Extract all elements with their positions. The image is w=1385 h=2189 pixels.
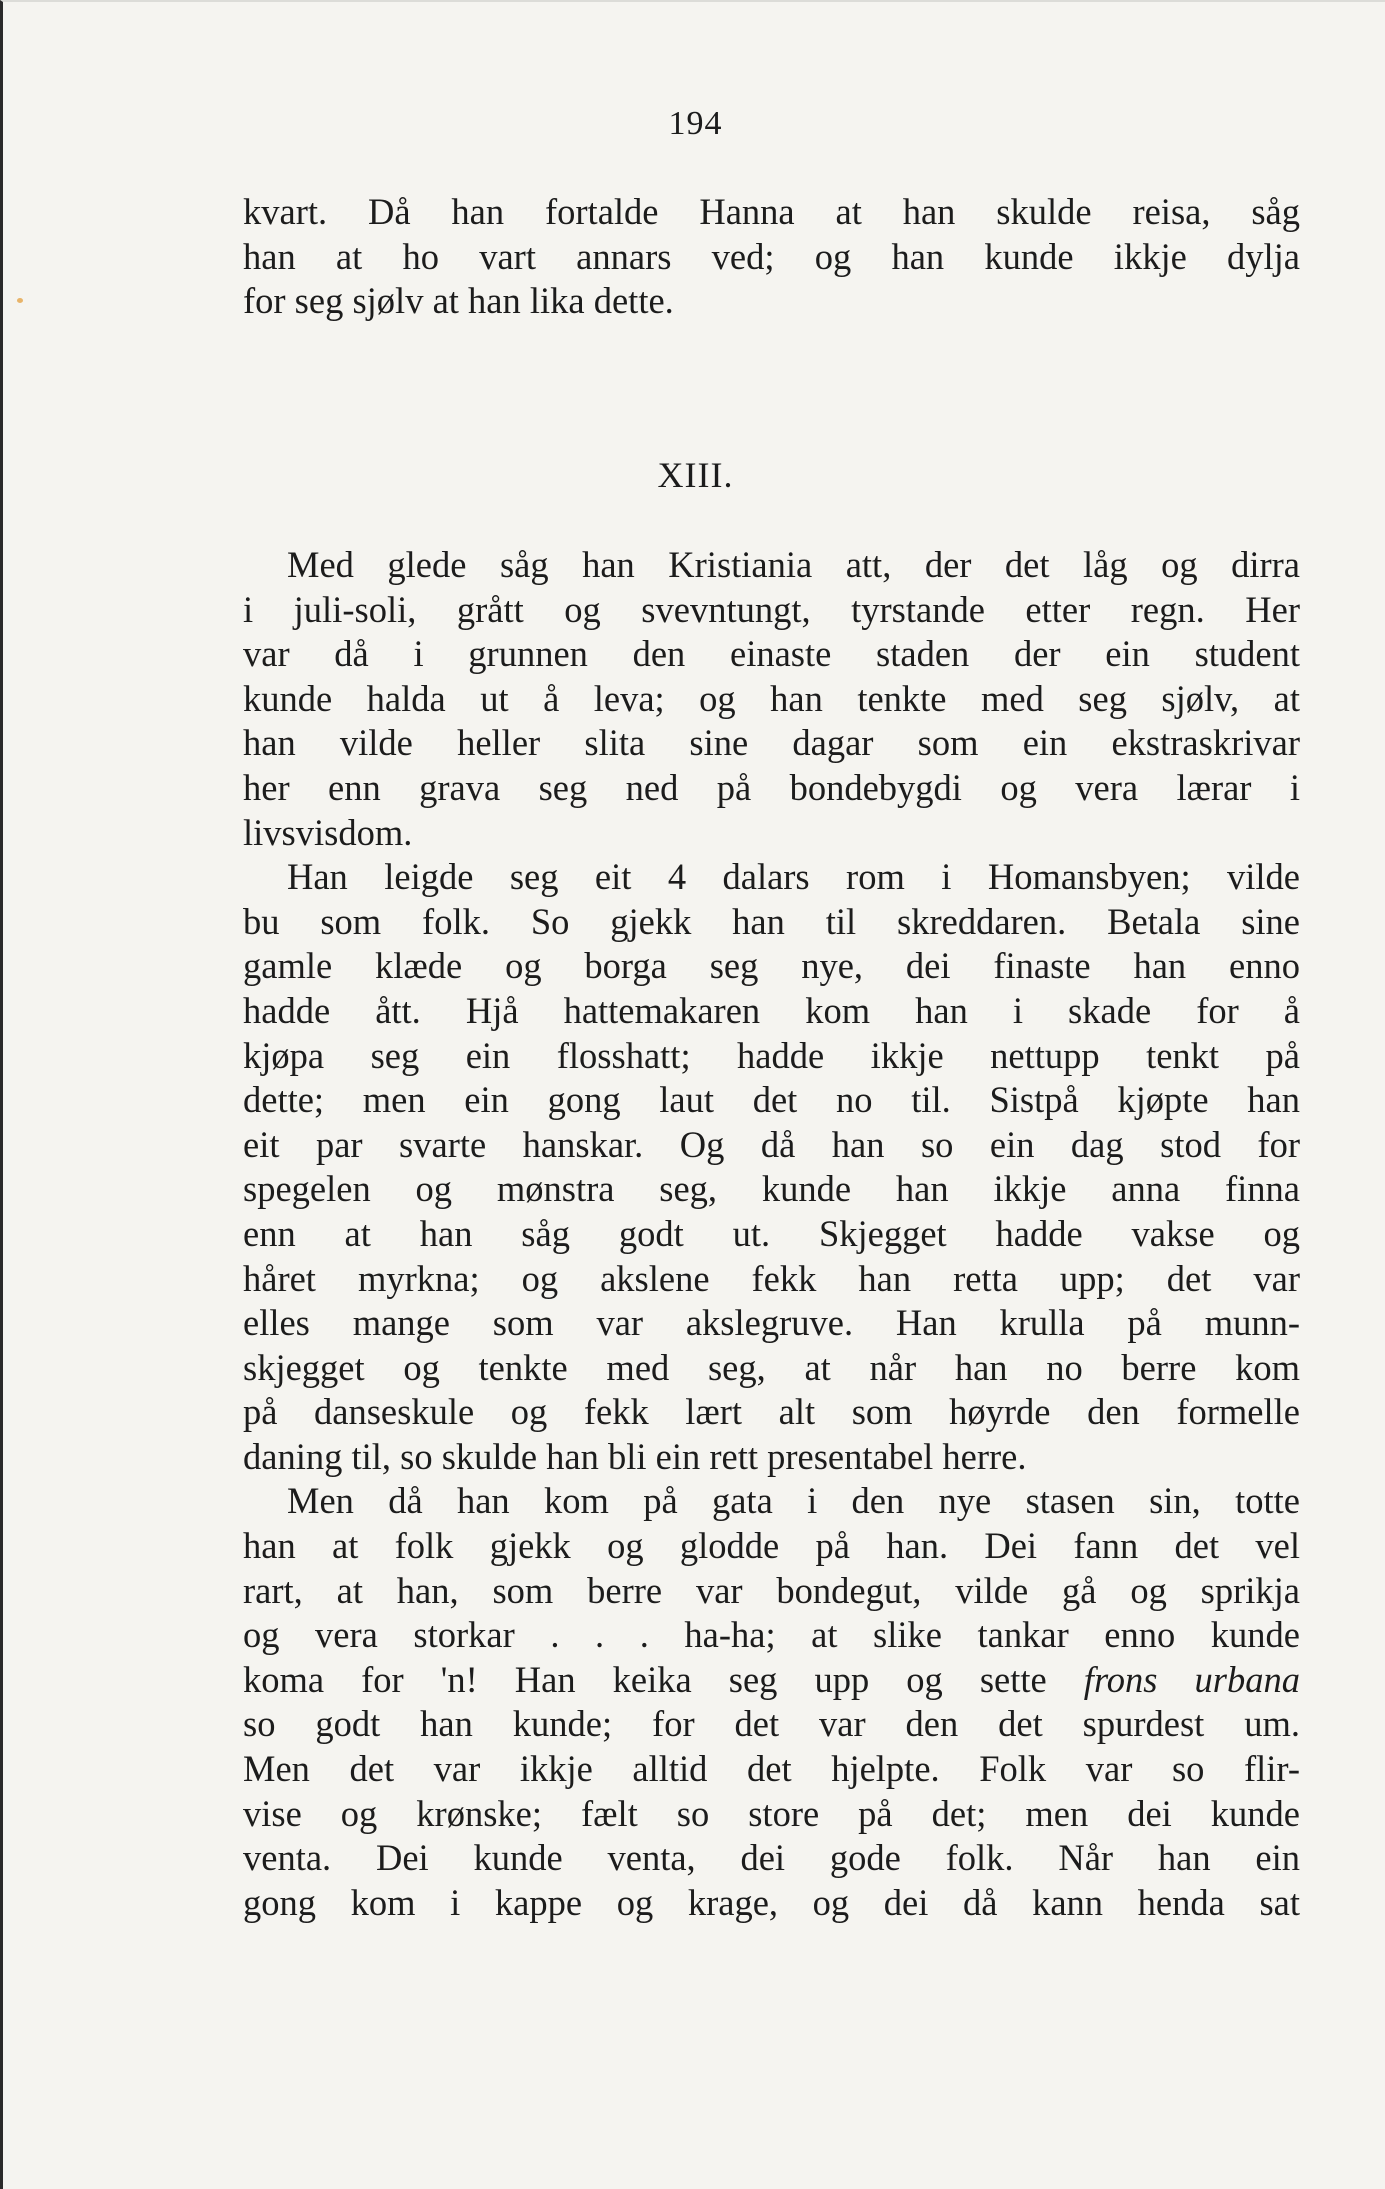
page-number: 194 <box>668 105 723 142</box>
text-line: so godt han kunde; for det var den det spurdest um. <box>243 1703 1300 1745</box>
text-line: elles mange som var akslegruve. Han krulla på munn- <box>243 1302 1300 1344</box>
text-line: han at folk gjekk og glodde på han. Dei fann det vel <box>243 1525 1300 1567</box>
text-line: og vera storkar . . . ha-ha; at slike tankar enno kunde <box>243 1614 1300 1656</box>
text-line: Med glede såg han Kristiania att, der det låg og dirra <box>287 544 1300 585</box>
text-line: bu som folk. So gjekk han til skreddaren. Betala sine <box>243 900 1300 942</box>
text-line: hadde ått. Hjå hattemakaren kom han i skade for å <box>243 989 1300 1031</box>
text-line: eit par svarte hanskar. Og då han so ein dag stod for <box>243 1123 1300 1165</box>
text-line: rart, at han, som berre var bondegut, vilde gå og sprikja <box>243 1569 1300 1611</box>
text-line: i juli-soli, grått og svevntungt, tyrstande etter regn. Her <box>243 588 1300 630</box>
text-line: han at ho vart annars ved; og han kunde ikkje dylja <box>243 235 1300 277</box>
text-line: skjegget og tenkte med seg, at når han no berre kom <box>243 1346 1300 1388</box>
text-line-with-italic <box>243 1658 1300 1703</box>
text-line: livsvisdom. <box>243 811 413 853</box>
text-line: for seg sjølv at han lika dette. <box>243 280 674 322</box>
italic-phrase: frons urbana <box>1083 1658 1301 1700</box>
text-line: Men då han kom på gata i den nye stasen sin, totte <box>287 1480 1300 1522</box>
text-line: kjøpa seg ein flosshatt; hadde ikkje nettupp tenkt på <box>243 1034 1300 1076</box>
text-line: venta. Dei kunde venta, dei gode folk. Når han ein <box>243 1837 1300 1879</box>
paper-speck <box>17 298 23 303</box>
top-paragraph <box>243 190 1300 324</box>
text-line: på danseskule og fekk lært alt som høyrde den formelle <box>243 1391 1300 1433</box>
text-line: vise og krønske; fælt so store på det; men dei kunde <box>243 1792 1300 1834</box>
chapter-heading: XIII. <box>657 455 734 495</box>
text-line: var då i grunnen den einaste staden der ein student <box>243 633 1300 675</box>
chapter-body <box>243 543 1300 1925</box>
text-fragment: koma for 'n! Han keika seg upp og sette <box>243 1658 1047 1700</box>
text-line: kunde halda ut å leva; og han tenkte med seg sjølv, at <box>243 677 1300 719</box>
text-line: enn at han såg godt ut. Skjegget hadde vakse og <box>243 1212 1300 1254</box>
text-line: dette; men ein gong laut det no til. Sistpå kjøpte han <box>243 1079 1300 1121</box>
text-line: håret myrkna; og akslene fekk han retta upp; det var <box>243 1257 1300 1299</box>
text-line: spegelen og mønstra seg, kunde han ikkje anna finna <box>243 1168 1300 1210</box>
text-line: gong kom i kappe og krage, og dei då kann henda sat <box>243 1881 1300 1923</box>
text-line: her enn grava seg ned på bondebygdi og vera lærar i <box>243 766 1300 808</box>
text-line: gamle klæde og borga seg nye, dei finaste han enno <box>243 945 1300 987</box>
text-line: Men det var ikkje alltid det hjelpte. Folk var so flir- <box>243 1748 1300 1790</box>
text-line: daning til, so skulde han bli ein rett presentabel herre. <box>243 1435 1027 1477</box>
text-line: Han leigde seg eit 4 dalars rom i Homansbyen; vilde <box>287 856 1300 898</box>
text-line: han vilde heller slita sine dagar som ein ekstraskrivar <box>243 722 1300 764</box>
text-line: kvart. Då han fortalde Hanna at han skulde reisa, såg <box>243 191 1300 232</box>
